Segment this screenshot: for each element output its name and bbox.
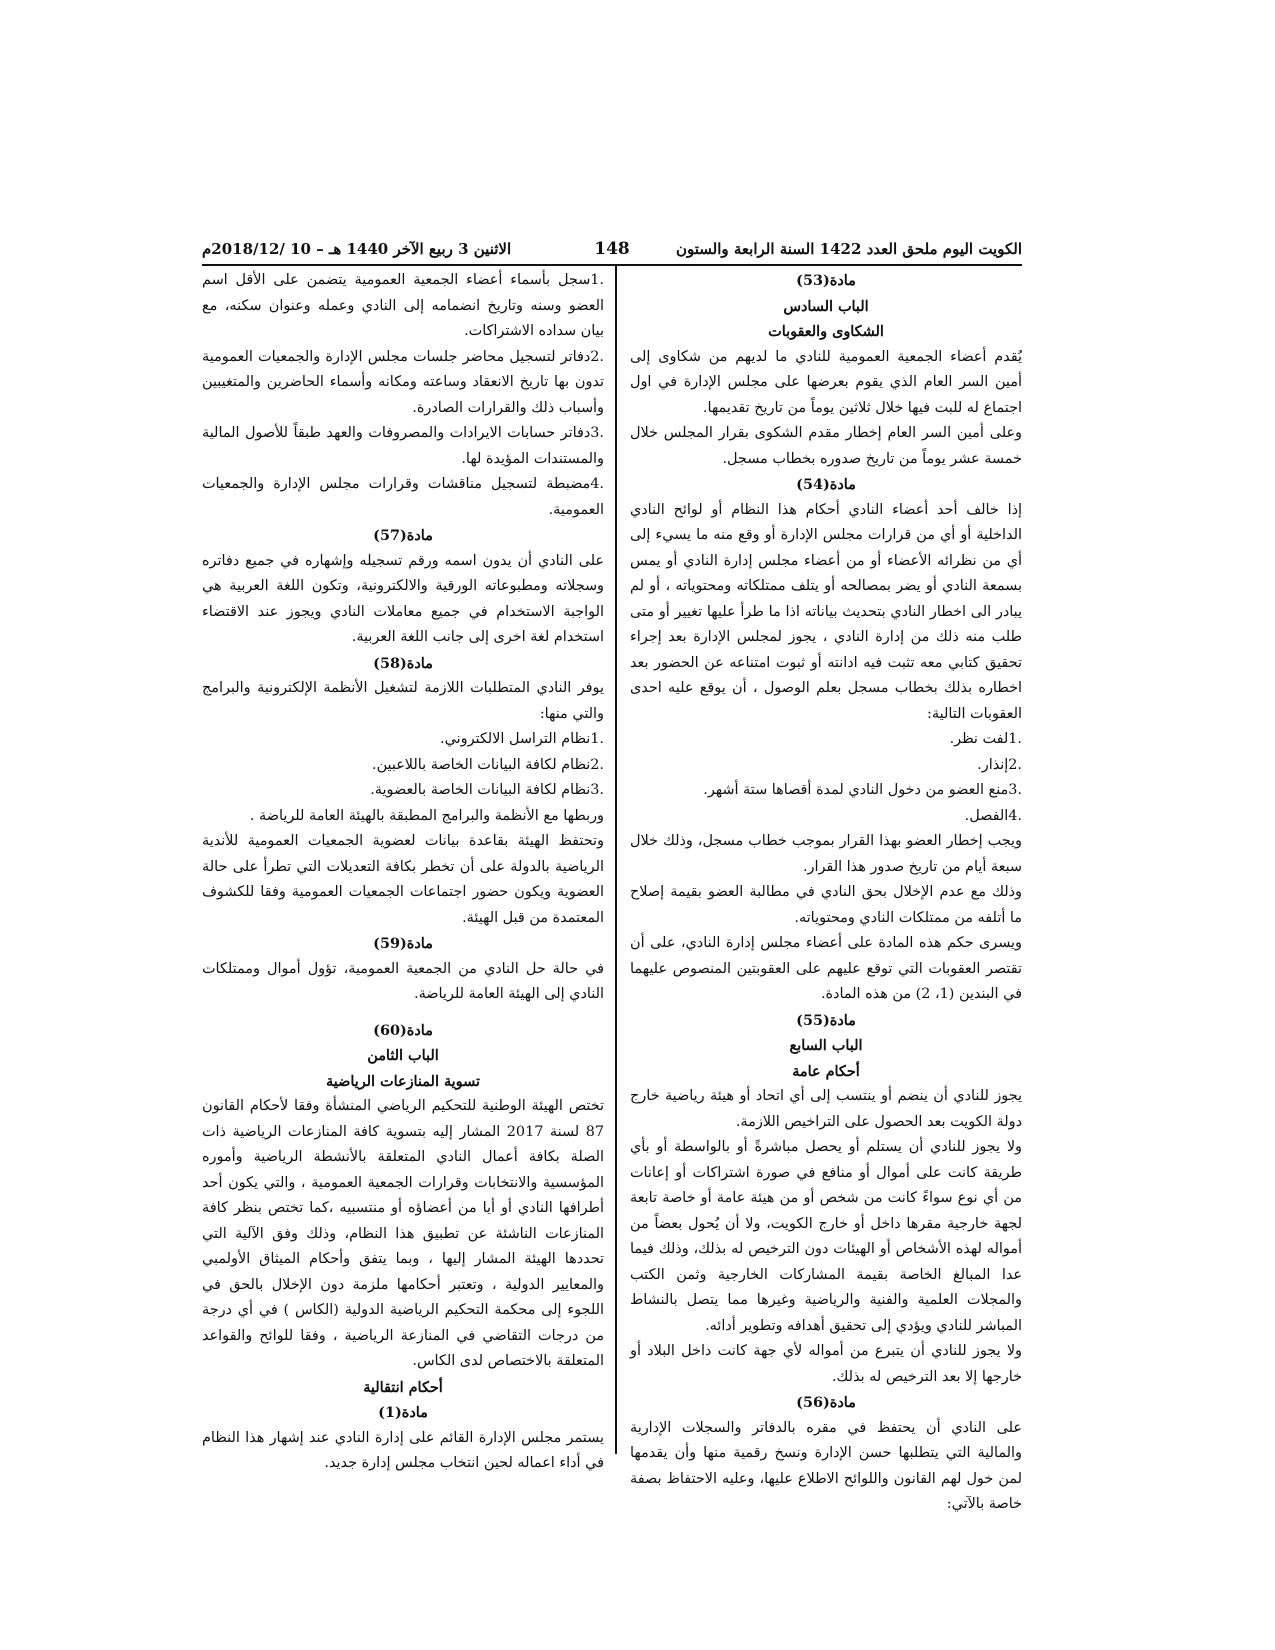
paragraph: ولا يجوز للنادي أن يتبرع من أمواله لأي جهة كانت داخل البلاد أو خارجها إلا بعد الترخيص له بذلك. — [630, 1343, 1022, 1385]
paragraph: وذلك مع عدم الإخلال بحق النادي في مطالبة العضو بقيمة إصلاح ما أتلفه من ممتلكات النادي ومحتوياته. — [630, 884, 1022, 926]
paragraph: .2نظام لكافة البيانات الخاصة باللاعبين. — [372, 756, 604, 773]
paragraph: .3نظام لكافة البيانات الخاصة بالعضوية. — [370, 782, 604, 798]
section-heading: مادة(60) — [373, 1021, 433, 1039]
page-header — [202, 234, 1022, 264]
paragraph: يُقدم أعضاء الجمعية العمومية للنادي ما لديهم من شكاوى إلى أمين السر العام الذي يقوم بعرضها على مجلس الإدارة في اول اجتماع له للبت فيها خلال ثلاثين يوماً من تاريخ تقديمها. — [630, 348, 1022, 416]
section-heading: مادة(56) — [796, 1394, 856, 1411]
paragraph: .3منع العضو من دخول النادي لمدة أقصاها ستة أشهر. — [703, 782, 1022, 798]
paragraph: .1لفت نظر. — [949, 731, 1022, 747]
column-divider — [615, 266, 617, 1454]
section-heading: الشكاوى والعقوبات — [768, 323, 884, 340]
section-heading: مادة(53) — [796, 272, 856, 289]
paragraph: وعلى أمين السر العام إخطار مقدم الشكوى بقرار المجلس خلال خمسة عشر يوماً من تاريخ صدوره بخطاب مسجل. — [630, 425, 1022, 467]
paragraph: ولا يجوز للنادي أن يستلم أو يحصل مباشرةً أو بالواسطة أو بأي طريقة كانت على أموال أو منافع في صورة اشتراكات أو إعانات من أي نوع سواءً كانت من شخص أو من هيئة عامة أو خاصة تابعة لجهة خارجية مقرها داخل أو خارج الكويت، ولا أن يُحول بعضاً من أمواله لهذه الأشخاص أو الهيئات دون الترخيص له بذلك، وذلك فيما عدا المبالغ الخاصة بقيمة المشاركات الخارجية وثمن الكتب والمجلات العلمية والفنية والرياضية وغيرها مما يتصل بالنشاط المباشر للنادي ويؤدي إلى تحقيق أهدافه وتطوير أدائه. — [630, 1139, 1022, 1334]
paragraph: يستمر مجلس الإدارة القائم على إدارة النادي عند إشهار هذا النظام في أداء اعماله لحين انتخاب مجلس إدارة جديد. — [202, 1429, 604, 1471]
section-heading: الباب السادس — [783, 297, 869, 315]
paragraph: وتحتفظ الهيئة بقاعدة بيانات لعضوية الجمعيات العمومية للأندية الرياضية بالدولة على أن تخطر بكافة التعديلات التي تطرأ على حالة العضوية ويكون حضور اجتماعات الجمعيات العمومية وفقا للكشوف المعتمدة من قبل الهيئة. — [202, 833, 604, 926]
section-heading: الباب السابع — [789, 1037, 863, 1054]
paragraph: يجوز للنادي أن ينضم أو ينتسب إلى أي اتحاد أو هيئة رياضية خارج دولة الكويت بعد الحصول على التراخيص اللازمة. — [630, 1088, 1022, 1130]
page-number: 148 — [594, 239, 630, 259]
issue-title: الكويت اليوم ملحق العدد 1422 السنة الرابعة والستون — [676, 240, 1022, 258]
paragraph: ويجب إخطار العضو بهذا القرار بموجب خطاب مسجل، وذلك خلال سبعة أيام من تاريخ صدور هذا القرار. — [630, 833, 1022, 875]
paragraph: .4الفصل. — [964, 807, 1022, 824]
paragraph: .3دفاتر حسابات الايرادات والمصروفات والعهد طبقاً للأصول المالية والمستندات المؤيدة لها. — [202, 425, 604, 467]
paragraph: على النادي أن يحتفظ في مقره بالدفاتر والسجلات الإدارية والمالية التي يتطلبها حسن الإدارة ونسخ رقمية منها وأن يقدمها لمن خول لهم القانون واللوائح الاطلاع عليها، وعليه الاحتفاظ بصفة خاصة بالآتي: — [630, 1419, 1022, 1512]
section-heading: مادة(1) — [378, 1404, 428, 1421]
section-heading: تسوية المنازعات الرياضية — [326, 1072, 480, 1090]
paragraph: ويسرى حكم هذه المادة على أعضاء مجلس إدارة النادي، على أن تقتصر العقوبات التي توقع عليهم على العقوبتين المنصوص عليهما في البندين (1، 2) من هذه المادة. — [630, 935, 1022, 1002]
paragraph: .1سجل بأسماء أعضاء الجمعية العمومية يتضمن على الأقل اسم العضو وسنه وتاريخ انضمامه إلى النادي وعمله وعنوان سكنه، مع بيان سداده الاشتراكات. — [202, 272, 604, 339]
paragraph: على النادي أن يدون اسمه ورقم تسجيله وإشهاره في جميع دفاتره وسجلاته ومطبوعاته الورقية والالكترونية، وتكون اللغة العربية هي الواجبة الاستخدام في جميع معاملات النادي ويجوز عند الاقتضاء استخدام لغة اخرى إلى جانب اللغة العربية. — [202, 552, 604, 645]
left-column — [202, 268, 604, 1477]
section-heading: أحكام انتقالية — [363, 1378, 443, 1396]
section-heading: مادة(54) — [796, 476, 856, 493]
paragraph: إذا خالف أحد أعضاء النادي أحكام هذا النظام أو لوائح النادي الداخلية أو أي من قرارات مجلس الإدارة أو وقع منه ما يسيء إلى أي من نظرائه الأعضاء أو من أعضاء مجلس إدارة النادي أو يمس بسمعة النادي أو يضر بمصالحه أو يتلف ممتلكاته ومحتوياته ، أو لم يبادر الى اخطار النادي بتحديث بياناته اذا ما طرأ عليها تغيير أو متى طلب منه ذلك من إدارة النادي ، يجوز لمجلس الإدارة بعد إجراء تحقيق كتابي معه تثبت فيه ادانته أو ثبوت امتناعه عن الحضور بعد اخطاره بذلك بخطاب مسجل بعلم الوصول ، أن يوقع عليه احدى العقوبات التالية: — [630, 501, 1022, 722]
section-heading: أحكام عامة — [792, 1062, 860, 1080]
paragraph: .2دفاتر لتسجيل محاضر جلسات مجلس الإدارة والجمعيات العمومية تدون بها تاريخ الانعقاد وساعته ومكانه وأسماء الحاضرين والمتغيبين وأسباب ذلك والقرارات الصادرة. — [202, 348, 604, 416]
section-heading: مادة(57) — [373, 527, 433, 544]
section-heading: مادة(55) — [796, 1011, 856, 1029]
paragraph: .4مضبطة لتسجيل مناقشات وقرارات مجلس الإدارة والجمعيات العمومية. — [202, 476, 604, 518]
section-heading: الباب الثامن — [367, 1047, 439, 1064]
section-heading: مادة(58) — [373, 654, 433, 672]
paragraph: تختص الهيئة الوطنية للتحكيم الرياضي المنشأة وفقا لأحكام القانون 87 لسنة 2017 المشار إليه بتسوية كافة المنازعات الرياضية ذات الصلة بكافة أعمال النادي المتعلقة بالأنشطة الرياضية وأموره المؤسسية والانتخابات وقرارات الجمعية العمومية ، والتي يكون أحد أطرافها النادي أو أيا من أعضاؤه أو منتسبيه ،كما تختص بنظر كافة المنازعات الناشئة عن تطبيق هذا النظام، وذلك وفق الآلية التي تحددها الهيئة المشار إليها ، وبما يتفق وأحكام الميثاق الأولمبي والمعايير الدولية ، وتعتبر أحكامها ملزمة دون الإخلال بالحق في اللجوء إلى محكمة التحكيم الرياضية الدولية (الكاس ) في أي درجة من درجات التقاضي في المنازعة الرياضية ، وفقا للوائح والقواعد المتعلقة بالاختصاص لدى الكاس. — [202, 1098, 604, 1369]
spacer — [202, 1008, 604, 1018]
paragraph: في حالة حل النادي من الجمعية العمومية، تؤول أموال وممتلكات النادي إلى الهيئة العامة للرياضة. — [202, 960, 604, 1002]
paragraph: .2إنذار. — [977, 756, 1022, 773]
issue-date: الاثنين 3 ربيع الآخر 1440 هـ – 10 /2018/12م — [202, 240, 512, 258]
paragraph: وربطها مع الأنظمة والبرامج المطبقة بالهيئة العامة للرياضة . — [249, 807, 604, 824]
paragraph: يوفر النادي المتطلبات اللازمة لتشغيل الأنظمة الإلكترونية والبرامج والتي منها: — [202, 680, 604, 722]
header-divider — [202, 264, 1022, 266]
paragraph: .1نظام التراسل الالكتروني. — [440, 731, 604, 747]
right-column — [630, 268, 1022, 1518]
section-heading: مادة(59) — [373, 935, 433, 952]
